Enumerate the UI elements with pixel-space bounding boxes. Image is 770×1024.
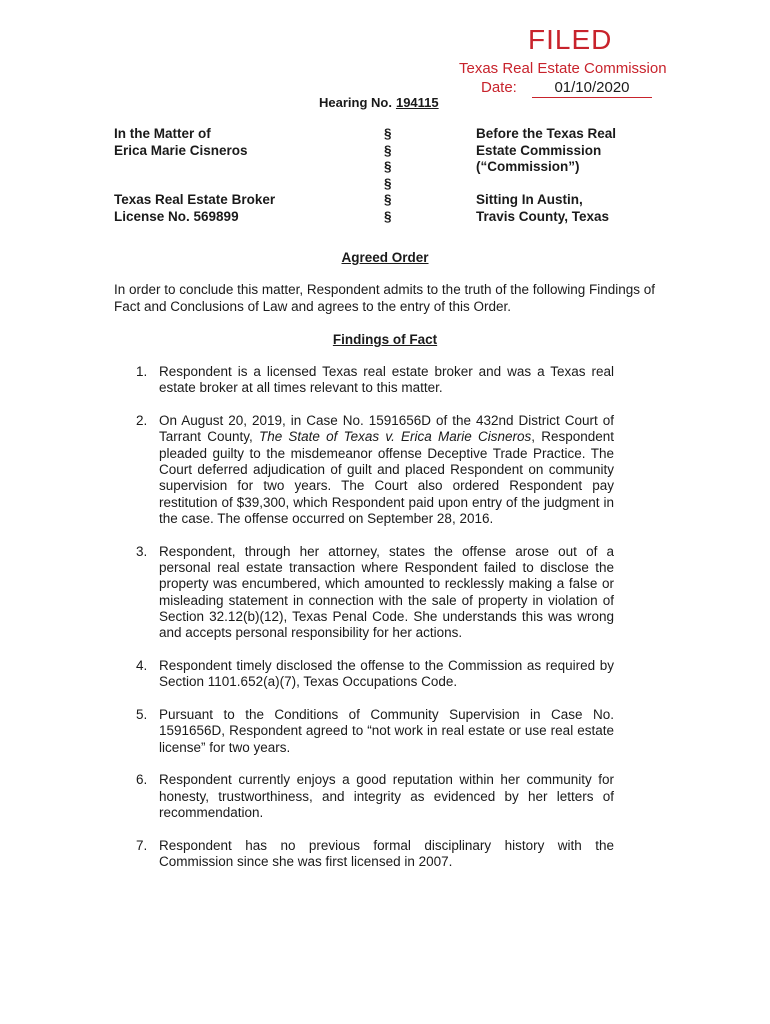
license-line2: License No. 569899 [114, 208, 239, 224]
section-mark: § [384, 126, 392, 141]
finding-text: Respondent currently enjoys a good reputation within her community for honesty, trustworthiness, and integrity as evidenced by her letters of recommendation. [159, 772, 614, 821]
before-line2: Estate Commission [476, 142, 602, 158]
finding-item [114, 658, 614, 691]
finding-number: 3. [136, 543, 148, 559]
matter-line2: Erica Marie Cisneros [114, 142, 248, 158]
agreed-order-title: Agreed Order [341, 250, 429, 265]
finding-number: 5. [136, 707, 148, 723]
case-style: The State of Texas v. Erica Marie Cisneros [258, 429, 532, 445]
finding-text: Respondent is a licensed Texas real estate broker and was a Texas real estate broker at all times relevant to this matter. [159, 364, 614, 396]
findings-title: Findings of Fact [332, 332, 438, 347]
finding-text: Respondent, through her attorney, states the offense arose out of a personal real estate transaction where Respondent failed to disclose the property was encumbered, which amounted to recklessly making a false or misleading statement in connection with the sale of property in violation of Section 32.12(b)(12), Texas Penal Code. She understands this was wrong and accepts personal responsibility for her actions. [159, 543, 614, 641]
finding-number: 4. [136, 657, 148, 673]
finding-number: 7. [136, 837, 148, 853]
stamp-agency: Texas Real Estate Commission [459, 60, 667, 77]
matter-line1: In the Matter of [114, 126, 211, 141]
filed-label: FILED [528, 24, 613, 55]
caption-parties [114, 126, 275, 225]
finding-number: 2. [136, 413, 148, 429]
finding-number: 1. [136, 364, 148, 379]
stamp-date-label: Date: [481, 79, 517, 96]
finding-item [114, 364, 614, 397]
finding-text-post: , Respondent pleaded guilty to the misdemeanor offense Deceptive Trade Practice. The Court deferred adjudication of guilt and placed Respondent on community supervision for two years. The Court also ordered Respondent pay restitution of $39,300, which Respondent paid upon entry of the judgment in the case. The offense occurred on September 28, 2016. [159, 429, 614, 526]
hearing-number-value: 194115 [395, 95, 439, 110]
finding-item [114, 544, 614, 642]
hearing-label: Hearing No. [319, 95, 392, 110]
finding-text: Respondent has no previous formal disciplinary history with the Commission since she was first licensed in 2007. [159, 837, 614, 870]
hearing-number [319, 95, 439, 110]
findings-list [114, 364, 614, 887]
section-mark: § [384, 192, 392, 207]
caption-tribunal [476, 126, 616, 225]
before-line3: (“Commission”) [476, 159, 580, 174]
sitting-line1: Sitting In Austin, [476, 192, 583, 207]
finding-text [159, 413, 614, 526]
finding-number: 6. [136, 772, 148, 788]
finding-item [114, 707, 614, 756]
finding-text: Pursuant to the Conditions of Community Supervision in Case No. 1591656D, Respondent agreed to “not work in real estate or use real estate license” for two years. [159, 707, 614, 755]
finding-text-pre: On August 20, 2019, in Case No. 1591656D of the 432nd District Court of Tarrant County, [159, 413, 614, 445]
section-mark: § [384, 175, 392, 191]
caption-section-marks [384, 126, 392, 225]
before-line1: Before the Texas Real [476, 126, 617, 141]
section-mark: § [384, 142, 392, 158]
intro-paragraph: In order to conclude this matter, Respondent admits to the truth of the following Findings of Fact and Conclusions of Law and agrees to the entry of this Order. [114, 282, 656, 314]
section-mark: § [384, 208, 392, 224]
finding-item [114, 838, 614, 871]
license-line1: Texas Real Estate Broker [114, 192, 276, 207]
sitting-line2: Travis County, Texas [476, 208, 610, 224]
section-mark: § [384, 159, 392, 174]
finding-text: Respondent timely disclosed the offense to the Commission as required by Section 1101.652(a)(7), Texas Occupations Code. [159, 657, 614, 690]
finding-item [114, 413, 614, 527]
stamp-date-value: 01/10/2020 [532, 79, 652, 98]
finding-item [114, 772, 614, 821]
